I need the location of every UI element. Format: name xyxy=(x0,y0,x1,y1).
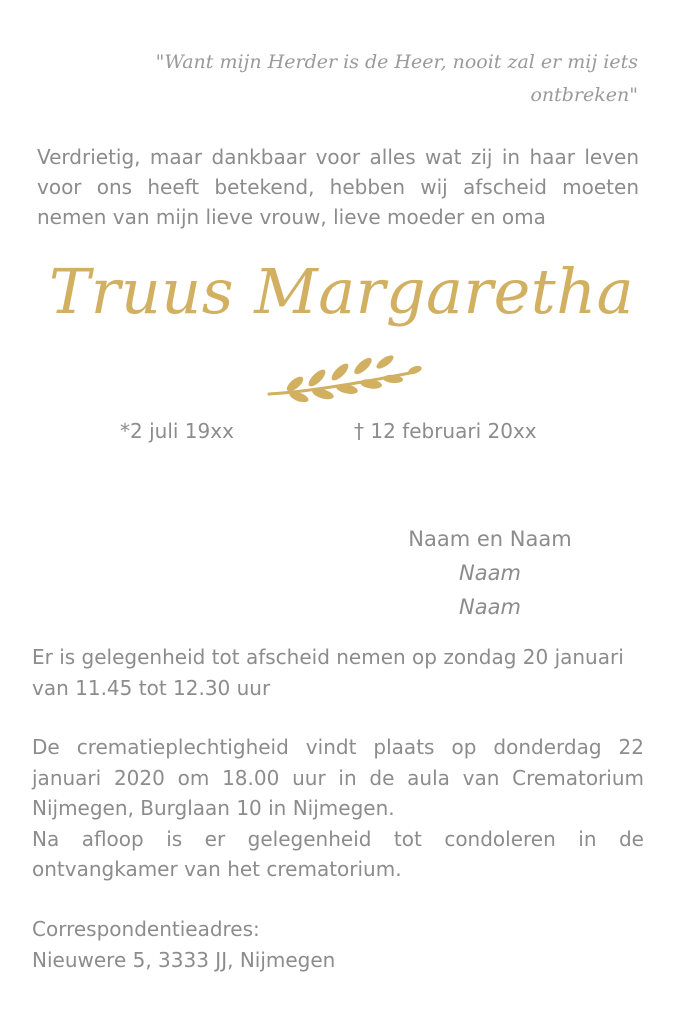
ceremony-text: De crematieplechtigheid vindt plaats op donderdag 22 januari 2020 om 18.00 uur in de aula van Crematorium Nijmegen, Burglaan 10 in Nijmegen. xyxy=(32,735,644,820)
correspondence-block xyxy=(32,914,644,975)
quote-line-1: "Want mijn Herder is de Heer, nooit zal er mij iets xyxy=(155,51,638,73)
correspondence-address: Nieuwere 5, 3333 JJ, Nijmegen xyxy=(32,947,336,972)
family-line-3: Naam xyxy=(459,595,521,619)
ceremony-block xyxy=(32,732,644,885)
birth-date: *2 juli 19xx xyxy=(120,419,234,443)
family-line-1: Naam en Naam xyxy=(408,527,572,551)
deceased-name: Truus Margaretha xyxy=(48,255,635,328)
death-date: † 12 februari 20xx xyxy=(354,419,537,443)
bible-quote xyxy=(110,46,638,112)
correspondence-label: Correspondentieadres: xyxy=(32,917,260,941)
family-line-2: Naam xyxy=(459,561,521,585)
laurel-branch-icon xyxy=(265,350,423,402)
farewell-text: Er is gelegenheid tot afscheid nemen op zondag 20 januari van 11.45 tot 12.30 uur xyxy=(32,645,624,700)
condolence-text: Na afloop is er gelegenheid tot condoleren in de ontvangkamer van het crematorium. xyxy=(32,826,644,881)
quote-line-2: ontbreken" xyxy=(530,84,638,106)
intro-text: Verdrietig, maar dankbaar voor alles wat zij in haar leven voor ons heeft betekend, hebben wij afscheid moeten nemen van mijn lieve vrouw, lieve moeder en oma xyxy=(37,145,639,229)
family-names xyxy=(380,522,600,624)
